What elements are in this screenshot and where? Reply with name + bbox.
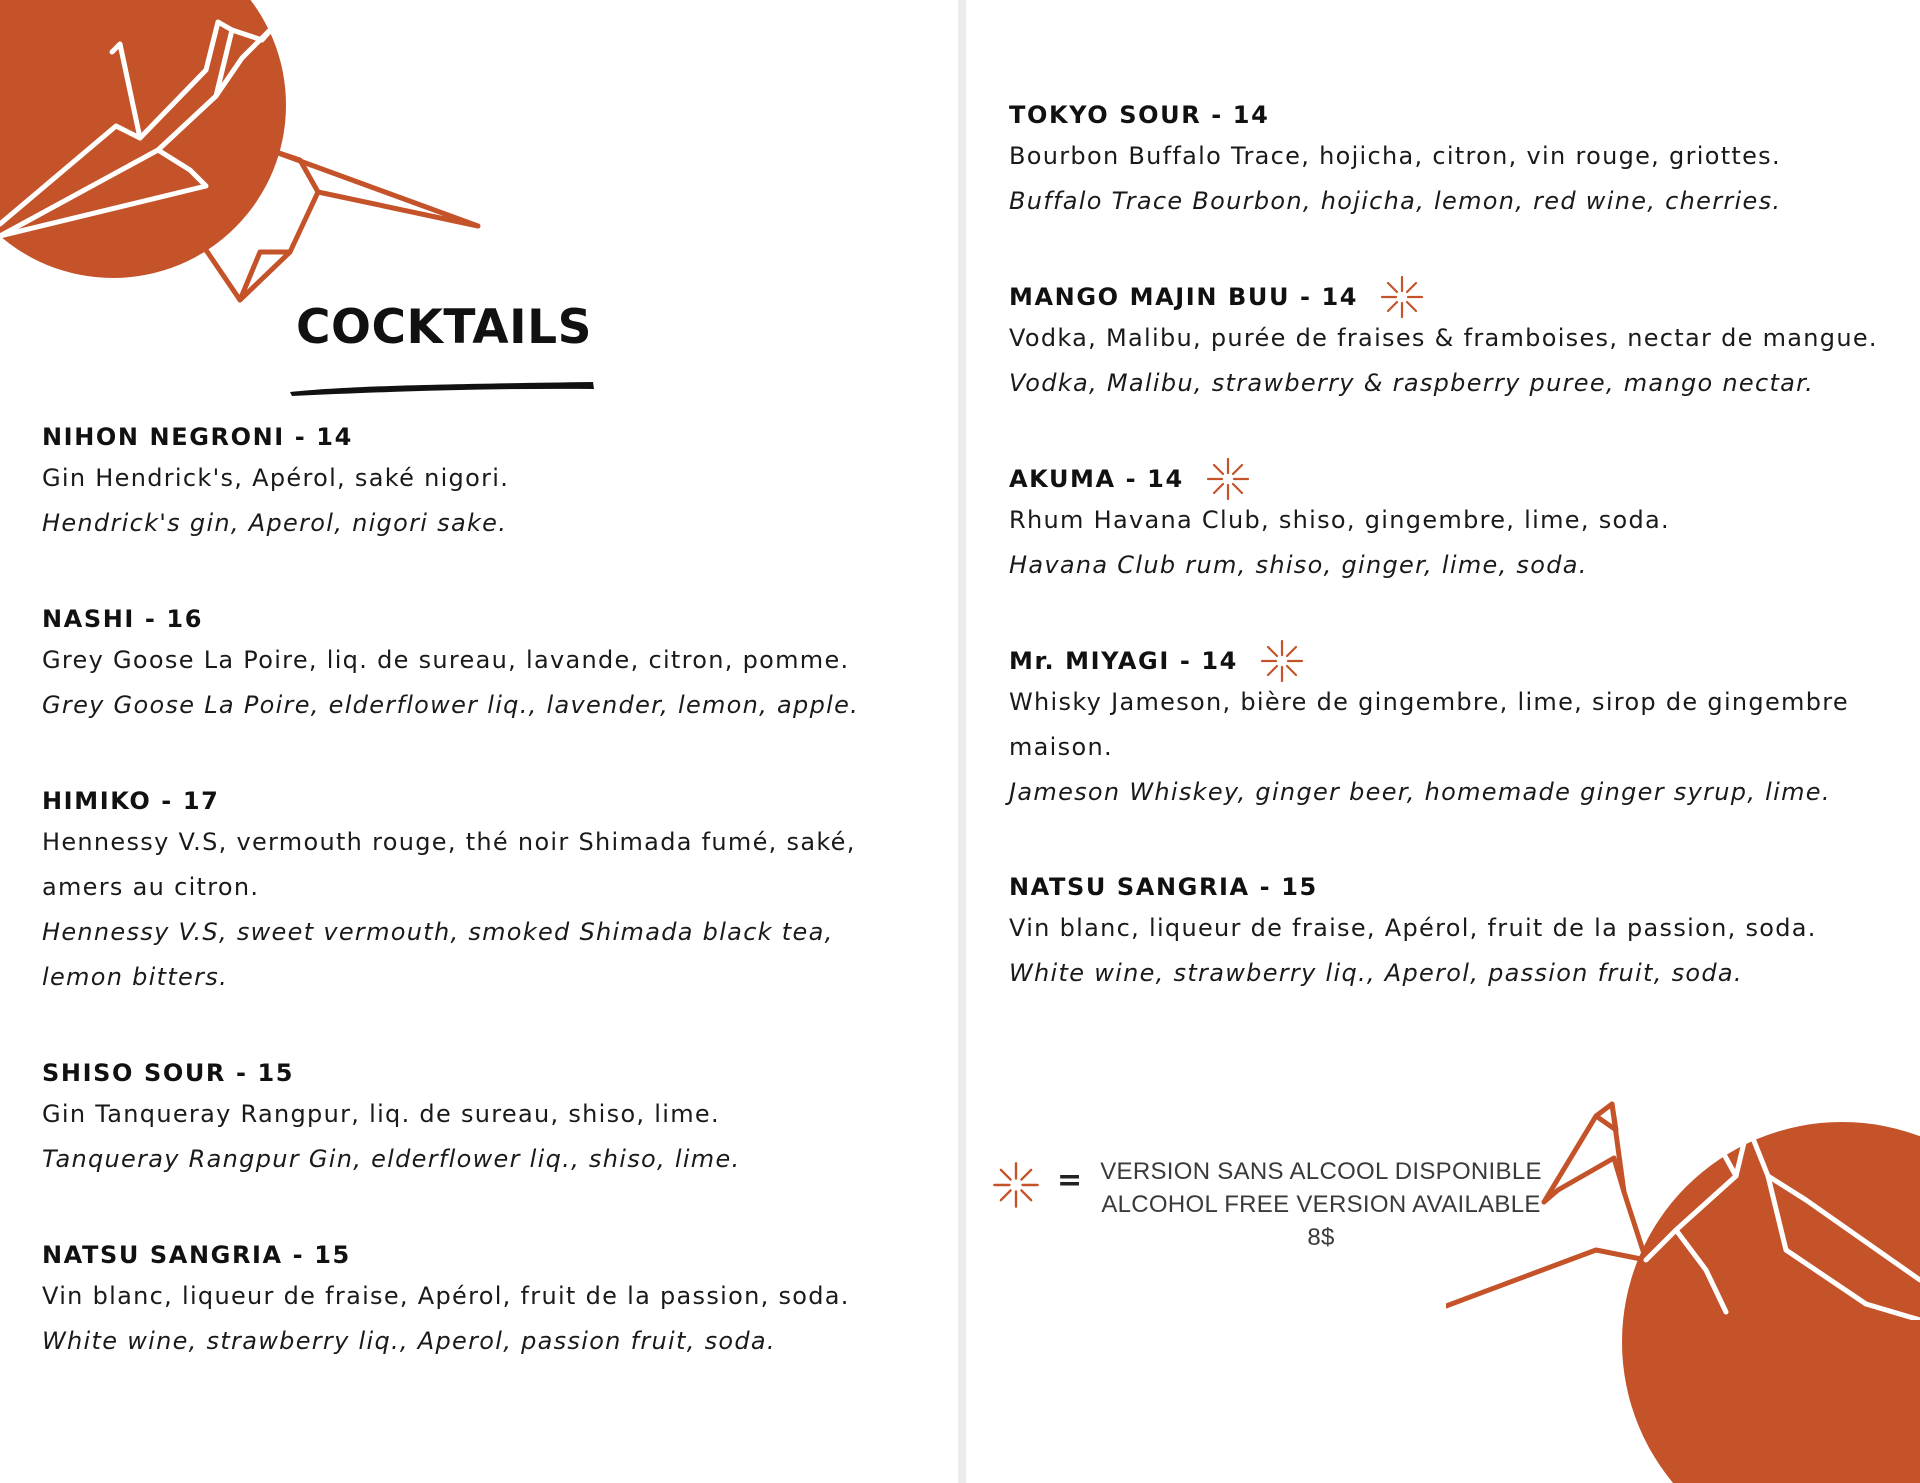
cocktail-item: [42, 782, 922, 1054]
description-en: White wine, strawberry liq., Aperol, passion fruit, soda.: [1009, 959, 1743, 987]
description-en: Vodka, Malibu, strawberry & raspberry puree, mango nectar.: [1009, 369, 1815, 397]
cocktail-list-right: [1009, 96, 1909, 1050]
origami-crane-icon: [0, 0, 500, 310]
description-en: Tanqueray Rangpur Gin, elderflower liq., shiso, lime.: [42, 1145, 741, 1173]
description-fr-continued: amers au citron.: [42, 873, 260, 901]
cocktail-item: [1009, 868, 1909, 1050]
menu-title: COCKTAILS: [296, 300, 592, 355]
description-fr: Bourbon Buffalo Trace, hojicha, citron, vin rouge, griottes.: [1009, 142, 1781, 170]
cocktail-name: SHISO SOUR - 15: [42, 1059, 295, 1087]
description-fr: Vin blanc, liqueur de fraise, Apérol, fruit de la passion, soda.: [42, 1282, 850, 1310]
cocktail-name: MANGO MAJIN BUU - 14: [1009, 283, 1359, 311]
sparkle-burst-icon: [1378, 273, 1426, 321]
menu-page-right: [966, 0, 1920, 1483]
cocktail-item: [1009, 460, 1909, 642]
legend-price: 8$: [1307, 1224, 1335, 1251]
title-brush-underline: [288, 376, 598, 400]
legend-line-en: ALCOHOL FREE VERSION AVAILABLE: [1101, 1191, 1541, 1218]
description-en: Havana Club rum, shiso, ginger, lime, soda.: [1009, 551, 1588, 579]
cocktail-name: NASHI - 16: [42, 605, 204, 633]
description-en: Jameson Whiskey, ginger beer, homemade ginger syrup, lime.: [1009, 778, 1831, 806]
description-en-continued: lemon bitters.: [42, 963, 229, 991]
description-en: Hennessy V.S, sweet vermouth, smoked Shimada black tea,: [42, 918, 834, 946]
menu-page-left: [0, 0, 958, 1483]
description-en: Hendrick's gin, Aperol, nigori sake.: [42, 509, 508, 537]
legend-equals: =: [1057, 1163, 1083, 1198]
description-fr: Rhum Havana Club, shiso, gingembre, lime, soda.: [1009, 506, 1670, 534]
cocktail-name: AKUMA - 14: [1009, 465, 1184, 493]
sparkle-burst-icon: [1258, 637, 1306, 685]
alcohol-free-legend: [990, 1155, 1590, 1265]
page-divider: [958, 0, 966, 1483]
sparkle-burst-icon: [1204, 455, 1252, 503]
cocktail-item: [42, 418, 922, 600]
description-fr: Gin Hendrick's, Apérol, saké nigori.: [42, 464, 510, 492]
cocktail-item: [42, 600, 922, 782]
description-fr: Vin blanc, liqueur de fraise, Apérol, fruit de la passion, soda.: [1009, 914, 1817, 942]
sparkle-burst-icon: [990, 1159, 1042, 1215]
description-en: White wine, strawberry liq., Aperol, passion fruit, soda.: [42, 1327, 776, 1355]
description-fr: Whisky Jameson, bière de gingembre, lime, sirop de gingembre: [1009, 688, 1849, 716]
description-fr: Grey Goose La Poire, liq. de sureau, lavande, citron, pomme.: [42, 646, 850, 674]
cocktail-name: HIMIKO - 17: [42, 787, 220, 815]
cocktail-item: [1009, 278, 1909, 460]
cocktail-name: NIHON NEGRONI - 14: [42, 423, 353, 451]
description-en: Buffalo Trace Bourbon, hojicha, lemon, red wine, cherries.: [1009, 187, 1782, 215]
legend-text: [1096, 1155, 1546, 1254]
cocktail-item: [1009, 642, 1909, 868]
cocktail-item: [42, 1236, 922, 1418]
cocktail-name: TOKYO SOUR - 14: [1009, 101, 1270, 129]
description-fr-continued: maison.: [1009, 733, 1113, 761]
cocktail-name: NATSU SANGRIA - 15: [1009, 873, 1318, 901]
legend-line-fr: VERSION SANS ALCOOL DISPONIBLE: [1100, 1158, 1542, 1185]
cocktail-list-left: [42, 418, 922, 1418]
cocktail-item: [1009, 96, 1909, 278]
cocktail-item: [42, 1054, 922, 1236]
description-fr: Gin Tanqueray Rangpur, liq. de sureau, shiso, lime.: [42, 1100, 720, 1128]
cocktail-name: Mr. MIYAGI - 14: [1009, 647, 1238, 675]
description-en: Grey Goose La Poire, elderflower liq., lavender, lemon, apple.: [42, 691, 860, 719]
cocktail-name: NATSU SANGRIA - 15: [42, 1241, 351, 1269]
description-fr: Vodka, Malibu, purée de fraises & framboises, nectar de mangue.: [1009, 324, 1878, 352]
description-fr: Hennessy V.S, vermouth rouge, thé noir Shimada fumé, saké,: [42, 828, 856, 856]
